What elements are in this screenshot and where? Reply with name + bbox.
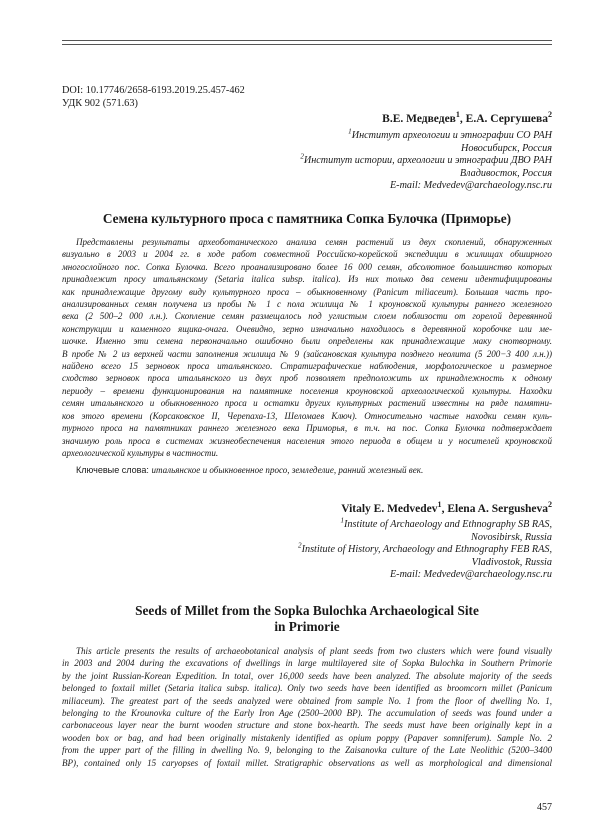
abstract-line: значимую роль проса в системах жизнеобеспечения населения этого периода в общем и у носителей кроуновской [62,435,552,446]
abstract-line: miliaceum). The greatest part of the seeds analyzed were obtained from sample No. 1 from the floor of dwelling No. 1, [62,695,552,706]
en-authors [62,500,552,515]
affiliation-text: Владивосток, Россия [459,167,552,179]
author-separator: , [441,503,448,515]
affiliation-text: Институт истории, археологии и этнографии ДВО РАН [303,155,552,167]
abstract-line: wooden box or bag, and had been originally mistakenly identified as opium poppy (Papaver somniferum). Sample No. 2 [62,732,552,743]
abstract-line: визуально в 2003 и 2004 гг. в ходе работ совместной Российско-корейской экспедиции в жилищах обширного [62,249,552,260]
affiliation-sup: 2 [298,541,302,550]
author-name: Vitaly E. Medvedev [341,503,438,515]
affiliation-sup: 1 [348,127,352,136]
keywords-text: итальянское и обыкновенное просо, земледелие, ранний железный век. [151,465,424,475]
abstract-line: belonged to foxtail millet (Setaria italica subsp. italica). Only two seeds have been identified as broomcorn millet (Panicum [62,683,552,694]
abstract-line: шочке. Именно эти семена первоначально ошибочно были определены как принадлежащие маку снотворному. [62,336,552,347]
en-affiliations [62,516,552,582]
author-separator: , [459,113,466,125]
author-sup: 1 [437,500,442,510]
abstract-line: как принадлежащие другому виду культурного проса – обыкновенному (Panicum miliaceum). Большая часть про- [62,286,552,297]
affiliation-text: Vladivostok, Russia [471,556,552,568]
affiliation-line [62,532,552,545]
ru-affiliations [62,127,552,193]
abstract-line: археологической культуры в частности. [62,447,219,458]
affiliation-line [62,143,552,156]
affiliation-text: Институт археологии и этнографии СО РАН [351,130,552,141]
affiliation-line [62,127,552,143]
en-title-line: Seeds of Millet from the Sopka Bulochka Archaeological Site [135,603,479,618]
abstract-line: BP), contained only 15 caryopses of foxtail millet. Stratigraphic observations as well as morphological and dimensional [62,757,552,768]
email-text: E-mail: Medvedev@archaeology.nsc.ru [389,569,552,581]
affiliation-line [62,569,552,582]
abstract-line: by the joint Russian-Korean Expedition. In total, over 16,000 seeds have been analyzed. The absolute majority of the seeds [62,670,552,681]
abstract-line: принадлежит просу итальянскому (Setaria italica subsp. italica). Из них только два семени идентифицированы [62,274,552,285]
author-name: В.Е. Медведев [382,113,456,125]
abstract-line: найдено всего 15 зерновок проса итальянского. Стратиграфические наблюдения, морфологическое и размерное [62,361,552,372]
abstract-line: in 2003 and 2004 during the excavations of dwellings in large multilayered site of Sopka Bulochka in Southern Primorie [62,658,552,669]
abstract-line: This article presents the results of archaeobotanical analysis of plant seeds from two clusters which were found visually [76,646,552,656]
abstract-line: В пробе № 2 из верхней части заполнения жилища № 9 (зайсановская культура позднего неолита (5 200−3 400 л.н.)) [62,348,552,359]
top-rule-thin [62,44,552,45]
abstract-line: carbonaceous layer near the burnt wooden structure and stone box-hearth. The seeds must have been originally kept in a [62,720,552,731]
abstract-line: Представлены результаты археоботанического анализа семян растений из двух скоплений, обнаруженных [76,237,552,247]
ru-keywords [76,464,552,476]
ru-authors [62,110,552,125]
abstract-line: сходство зерновок проса итальянского из двух проб позволяет предположить их принадлежность к одному [62,373,552,384]
abstract-line: многослойного пос. Сопка Булочка. Всего проанализировано более 16 000 семян, абсолютное большинство которых [62,261,552,272]
ru-title: Семена культурного проса с памятника Сопка Булочка (Приморье) [102,211,512,226]
affiliation-line [62,557,552,570]
en-title [62,603,552,635]
abstract-line: ков этого времени (Корсаковское II, Черепаха-13, Шеломаев Ключ). Относительно частые находки семян куль- [62,410,552,421]
affiliation-text: Новосибирск, Россия [461,142,552,154]
affiliation-sup: 1 [340,516,345,525]
abstract-line: семян итальянского и обыкновенного проса и остатки других культурных растений известны на ряде памятни- [62,398,552,409]
en-abstract [62,645,552,769]
affiliation-text: Institute of History, Archaeology and Ethnography FEB RAS, [301,544,552,556]
en-title-line: in Primorie [274,619,340,634]
affiliation-text: Novosibirsk, Russia [471,531,552,543]
affiliation-line [62,180,552,193]
page-number: 457 [537,802,552,813]
author-sup: 2 [547,110,552,120]
author-sup: 2 [547,500,552,510]
abstract-line: турного проса на памятниках раннего железного века Приморья, в т.ч. на пос. Сопка Булочка подтверждает [62,423,552,434]
email-text: E-mail: Medvedev@archaeology.nsc.ru [389,180,552,192]
keywords-label: Ключевые слова: [76,465,152,475]
affiliation-text: Institute of Archaeology and Ethnography SB RAS, [344,519,552,530]
abstract-line: from the upper part of the filling in dwelling No. 9, belonging to the Zaisanovka culture of the Late Neolithic (5200–3400 [62,745,552,756]
top-rule [62,40,552,41]
abstract-line: конструкции и каменного ящика-очага. Очевидно, зерно изначально находилось в деревянной коробочке или ме- [62,323,552,334]
affiliation-line [62,168,552,181]
udk-line: УДК 902 (571.63) [62,98,138,109]
abstract-line: века (2 500–2 000 л.н.). Скопление семян размещалось под углистым слоем поблизости от горелой деревянной [62,311,552,322]
author-sup: 1 [455,110,460,120]
affiliation-sup: 2 [300,152,304,161]
author-name: Е.А. Сергушева [465,113,548,125]
author-name: Elena A. Sergusheva [447,503,548,515]
abstract-line: анализированных семян получена из пробы № 1 с пола жилища № 1 кроуновской культуры раннего железного [62,299,552,310]
abstract-line: belonging to the Krounovka culture of the Early Iron Age (2500–2000 BP). The accumulation of seeds was found under a [62,708,552,719]
abstract-line: периоду – времени функционирования на памятнике поселения кроуновской археологической культуры. Находки [62,385,552,396]
ru-abstract [62,236,552,459]
doi-line: DOI: 10.17746/2658-6193.2019.25.457-462 [62,85,245,96]
affiliation-line [62,516,552,532]
affiliation-line [62,152,552,168]
affiliation-line [62,541,552,557]
